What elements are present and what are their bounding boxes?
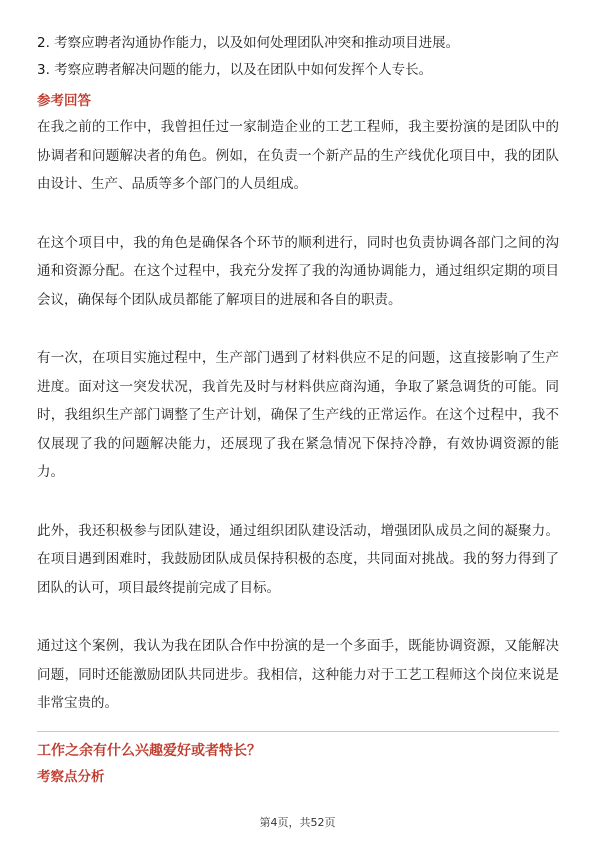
answer-paragraph-3: 有一次，在项目实施过程中，生产部门遇到了材料供应不足的问题，这直接影响了生产进度。面对这一突发状况，我首先及时与材料供应商沟通，争取了紧急调货的可能。同时，我组织生产部门调整了生产计划，确保了生产线的正常运作。在这个过程中，我不仅展现了我的问题解决能力，还展现了我在紧急情况下保持冷静，有效协调资源的能力。 [37,350,559,480]
list-item-3: 3. 考察应聘者解决问题的能力，以及在团队中如何发挥个人专长。 [37,62,433,78]
reference-answer-heading: 参考回答 [37,93,91,109]
answer-paragraph-4: 此外，我还积极参与团队建设，通过组织团队建设活动，增强团队成员之间的凝聚力。在项目遇到困难时，我鼓励团队成员保持积极的态度，共同面对挑战。我的努力得到了团队的认可，项目最终提前完成了目标。 [37,522,559,596]
analysis-heading: 考察点分析 [37,768,105,785]
page-number-footer: 第4页，共52页 [259,816,336,829]
list-item-2: 2. 考察应聘者沟通协作能力，以及如何处理团队冲突和推动项目进展。 [37,35,460,51]
question-heading: 工作之余有什么兴趣爱好或者特长？ [37,742,261,759]
answer-paragraph-2: 在这个项目中，我的角色是确保各个环节的顺利进行，同时也负责协调各部门之间的沟通和资源分配。在这个过程中，我充分发挥了我的沟通协调能力，通过组织定期的项目会议，确保每个团队成员都能了解项目的进展和各自的职责。 [37,234,559,308]
answer-paragraph-1: 在我之前的工作中，我曾担任过一家制造企业的工艺工程师，我主要扮演的是团队中的协调者和问题解决者的角色。例如，在负责一个新产品的生产线优化项目中，我的团队由设计、生产、品质等多个部门的人员组成。 [37,119,559,192]
section-divider [37,731,559,732]
document-page [37,30,559,790]
answer-paragraph-5: 通过这个案例，我认为我在团队合作中扮演的是一个多面手，既能协调资源，又能解决问题，同时还能激励团队共同进步。我相信，这种能力对于工艺工程师这个岗位来说是非常宝贵的。 [37,638,559,711]
